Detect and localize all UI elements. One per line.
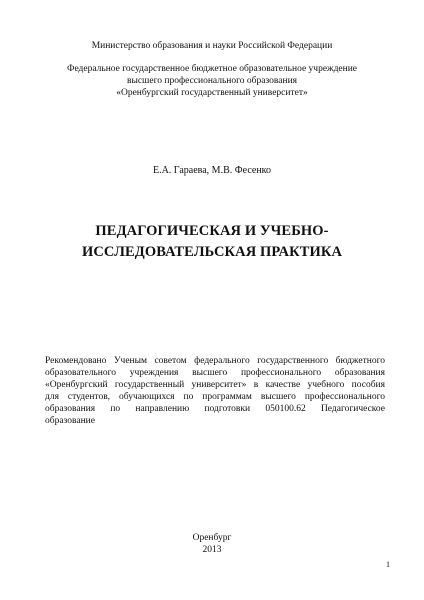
page-number: 1 [386,560,390,569]
organization-line-3: «Оренбургский государственный университет» [116,88,308,98]
publication-city: Оренбург [192,533,232,543]
recommendation-line-3: «Оренбургский государственный университет» в качестве учебного пособия [45,380,385,390]
ministry-line: Министерство образования и науки Российской Федерации [91,41,333,51]
recommendation-line-6: образование [45,416,95,426]
recommendation-line-5: образования по направлению подготовки 050100.62 Педагогическое [45,404,385,414]
document-title-line-1: ПЕДАГОГИЧЕСКАЯ И УЧЕБНО- [95,223,329,239]
authors: Е.А. Гараева, М.В. Фесенко [152,165,272,176]
document-title-line-2: ИССЛЕДОВАТЕЛЬСКАЯ ПРАКТИКА [81,244,343,260]
organization-line-1: Федеральное государственное бюджетное образовательное учреждение [66,64,358,74]
recommendation-line-1: Рекомендовано Ученым советом федерального государственного бюджетного [45,356,385,366]
organization-line-2: высшего профессионального образования [126,76,298,86]
recommendation-line-4: для студентов, обучающихся по программам высшего профессионального [45,392,385,402]
publication-year: 2013 [202,545,222,555]
recommendation-line-2: образовательного учреждения высшего профессионального образования [45,368,385,378]
